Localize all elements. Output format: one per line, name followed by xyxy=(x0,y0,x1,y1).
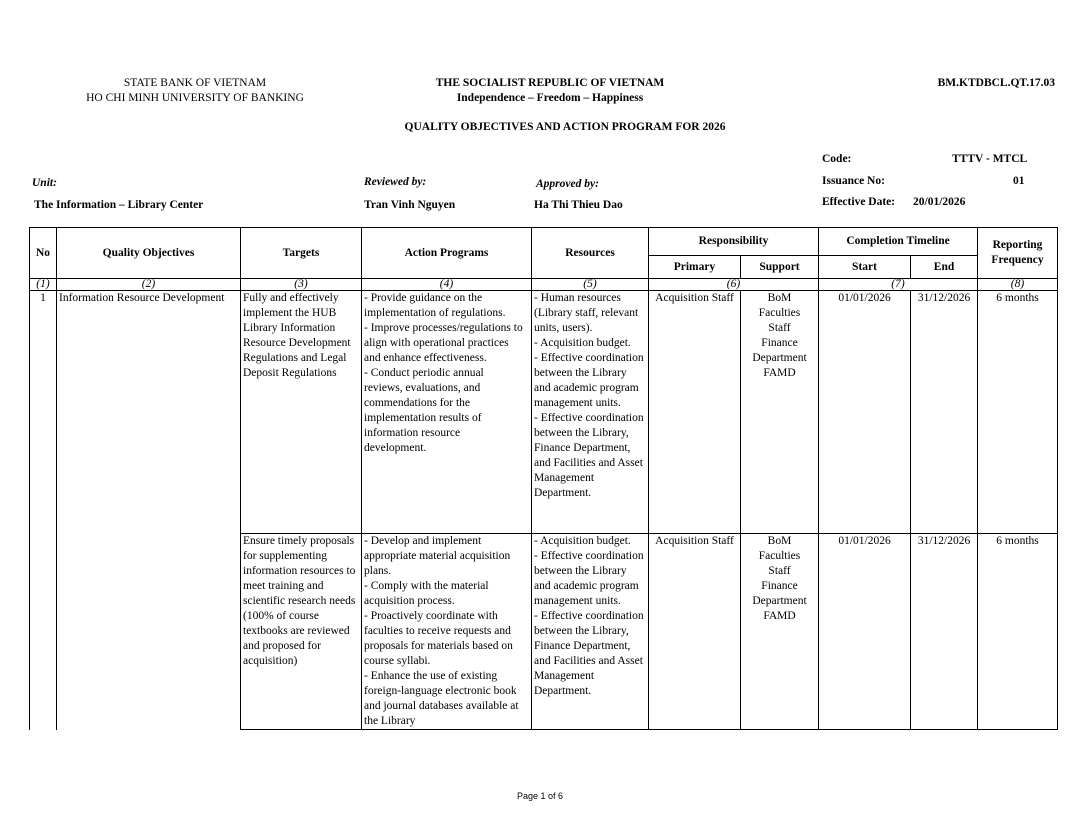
approved-by-label: Approved by: xyxy=(536,178,599,190)
code-label: Code: xyxy=(822,153,852,165)
frequency-cell: 6 months xyxy=(978,534,1058,730)
column-number-row xyxy=(30,279,1058,291)
issuance-label: Issuance No: xyxy=(822,175,885,187)
row-number: 1 xyxy=(30,291,57,534)
col-number: (5) xyxy=(532,279,649,291)
col-header-frequency: Reporting Frequency xyxy=(978,228,1058,279)
col-number: (7) xyxy=(819,279,978,291)
issuer-line2: HO CHI MINH UNIVERSITY OF BANKING xyxy=(86,92,304,104)
unit-label: Unit: xyxy=(32,177,57,189)
target-cell: Fully and effectively implement the HUB Library Information Resource Development Regulations and Legal Deposit Regulations xyxy=(241,291,362,534)
reviewed-by-label: Reviewed by: xyxy=(364,176,427,188)
col-header-resources: Resources xyxy=(532,228,649,279)
row-number xyxy=(30,534,57,730)
actions-cell: - Develop and implement appropriate material acquisition plans. - Comply with the material acquisition process. - Proactively coordinate with faculties to receive requests and proposals for materials based on course syllabi. - Enhance the use of existing foreign-language electronic book and journal databases available at the Library xyxy=(362,534,532,730)
form-code: BM.KTDBCL.QT.17.03 xyxy=(937,77,1055,89)
primary-cell: Acquisition Staff xyxy=(649,534,741,730)
col-header-objectives: Quality Objectives xyxy=(57,228,241,279)
actions-cell: - Provide guidance on the implementation of regulations. - Improve processes/regulations to align with operational practices and enhance effectiveness. - Conduct periodic annual reviews, evaluations, and commendations for the implementation results of information resource development. xyxy=(362,291,532,534)
objective-cell xyxy=(57,534,241,730)
col-header-support: Support xyxy=(741,256,819,279)
frequency-cell: 6 months xyxy=(978,291,1058,534)
issuance-value: 01 xyxy=(1013,175,1025,187)
resources-cell: - Acquisition budget. - Effective coordination between the Library and academic program management units. - Effective coordination between the Library, Finance Department, and Facilities and Asset Management Department. xyxy=(532,534,649,730)
national-motto-block xyxy=(380,76,720,106)
col-header-primary: Primary xyxy=(649,256,741,279)
col-header-start: Start xyxy=(819,256,911,279)
issuer-line1: STATE BANK OF VIETNAM xyxy=(123,77,267,89)
page-number: Page 1 of 6 xyxy=(516,791,564,801)
col-header-end: End xyxy=(911,256,978,279)
national-motto: Independence – Freedom – Happiness xyxy=(456,92,644,104)
national-title: THE SOCIALIST REPUBLIC OF VIETNAM xyxy=(435,77,665,89)
objectives-table xyxy=(29,227,1058,730)
issuer-block xyxy=(60,76,330,106)
col-number: (4) xyxy=(362,279,532,291)
col-header-timeline: Completion Timeline xyxy=(819,228,978,256)
header-row-1 xyxy=(30,228,1058,256)
start-cell: 01/01/2026 xyxy=(819,534,911,730)
code-value: TTTV - MTCL xyxy=(952,153,1028,165)
col-header-targets: Targets xyxy=(241,228,362,279)
table-row xyxy=(30,534,1058,730)
end-cell: 31/12/2026 xyxy=(911,534,978,730)
target-cell: Ensure timely proposals for supplementing information resources to meet training and scientific research needs (100% of course textbooks are reviewed and proposed for acquisition) xyxy=(241,534,362,730)
support-cell: BoM Faculties Staff Finance Department FAMD xyxy=(741,291,819,534)
primary-cell: Acquisition Staff xyxy=(649,291,741,534)
effective-date-label: Effective Date: xyxy=(822,196,896,208)
unit-value: The Information – Library Center xyxy=(34,199,204,211)
objective-cell: Information Resource Development xyxy=(57,291,241,534)
col-header-actions: Action Programs xyxy=(362,228,532,279)
end-cell: 31/12/2026 xyxy=(911,291,978,534)
col-number: (2) xyxy=(57,279,241,291)
col-header-no: No xyxy=(30,228,57,279)
col-number: (6) xyxy=(649,279,819,291)
col-number: (3) xyxy=(241,279,362,291)
support-cell: BoM Faculties Staff Finance Department FAMD xyxy=(741,534,819,730)
col-number: (8) xyxy=(978,279,1058,291)
document-title: QUALITY OBJECTIVES AND ACTION PROGRAM FOR 2026 xyxy=(404,121,726,133)
table-row xyxy=(30,291,1058,534)
approved-by-value: Ha Thi Thieu Dao xyxy=(534,199,623,211)
reviewed-by-value: Tran Vinh Nguyen xyxy=(364,199,456,211)
effective-date-value: 20/01/2026 xyxy=(913,196,966,208)
start-cell: 01/01/2026 xyxy=(819,291,911,534)
col-header-responsibility: Responsibility xyxy=(649,228,819,256)
col-number: (1) xyxy=(30,279,57,291)
resources-cell: - Human resources (Library staff, relevant units, users). - Acquisition budget. - Effective coordination between the Library and academic program management units. - Effective coordination between the Library, Finance Department, and Facilities and Asset Management Department. xyxy=(532,291,649,534)
